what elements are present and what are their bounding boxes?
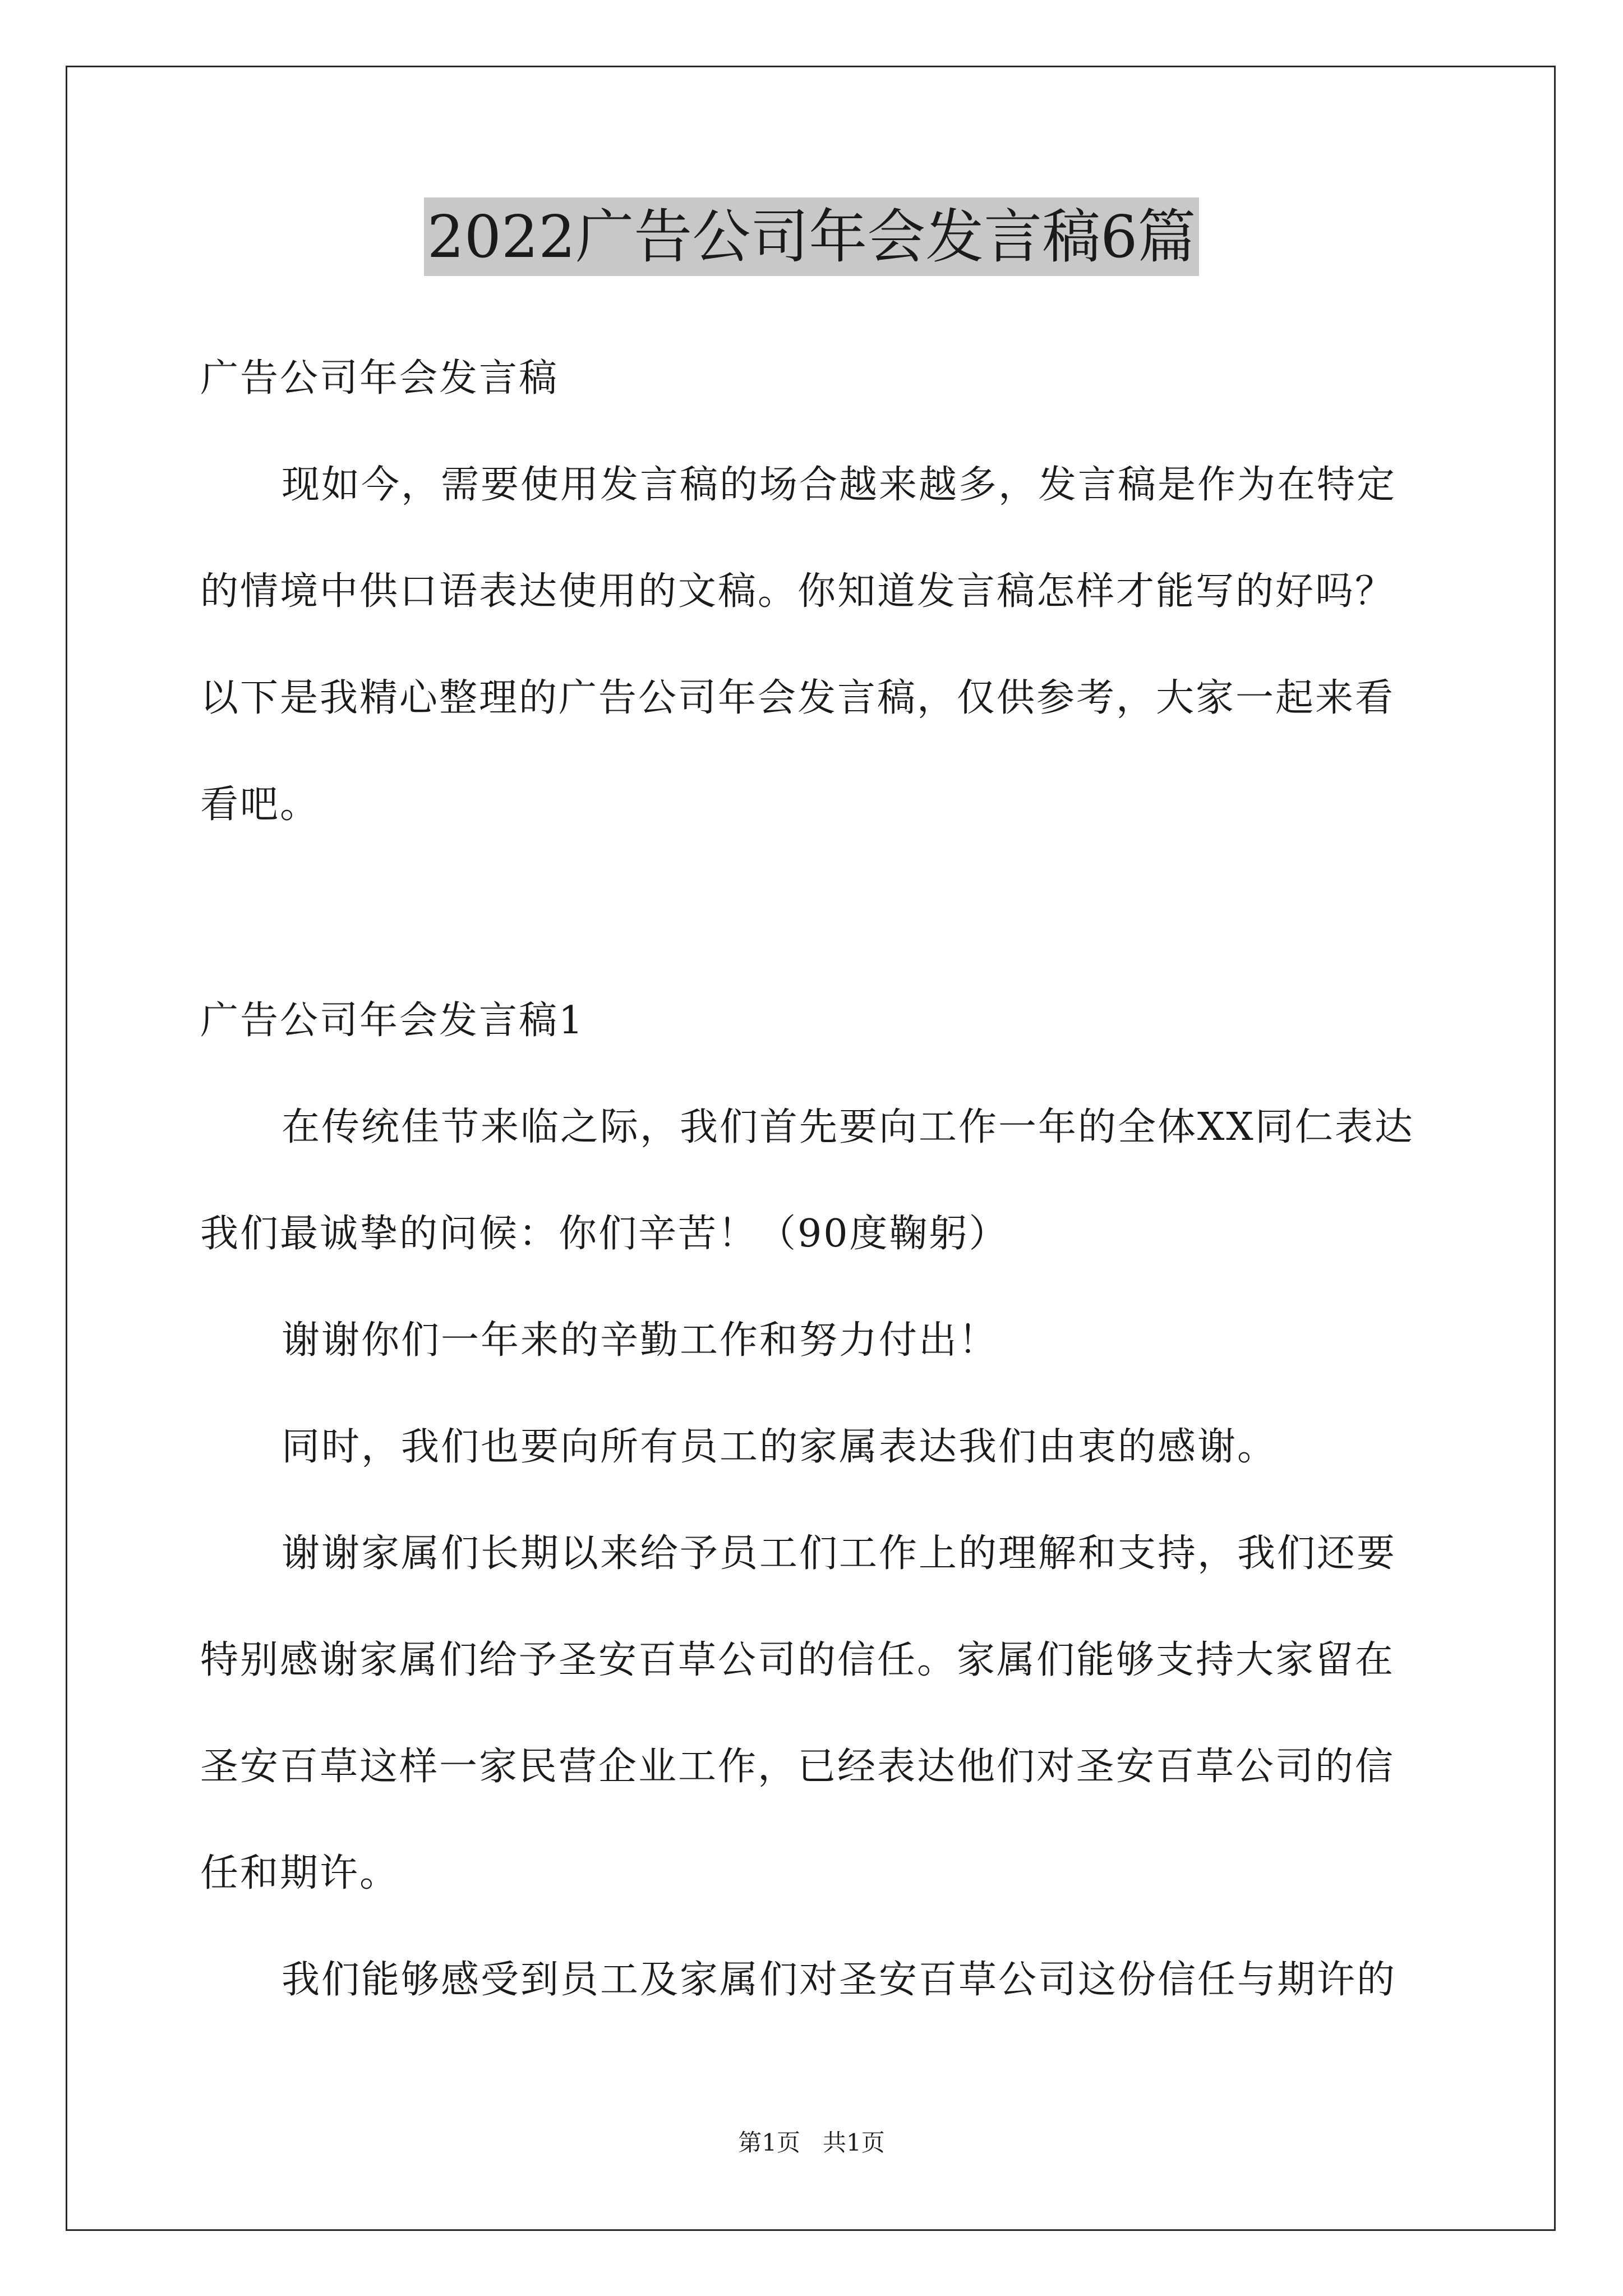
section-heading: 广告公司年会发言稿1: [200, 999, 585, 1043]
subtitle: 广告公司年会发言稿: [200, 356, 559, 401]
intro-line-3: 以下是我精心整理的广告公司年会发言稿，仅供参考，大家一起来看: [200, 676, 1395, 720]
body-line-2: 我们最诚挚的问候：你们辛苦！（90度鞠躬）: [200, 1212, 1009, 1256]
body-line-7: 圣安百草这样一家民营企业工作，已经表达他们对圣安百草公司的信: [200, 1745, 1395, 1789]
body-line-8: 任和期许。: [200, 1851, 400, 1895]
title-container: [0, 197, 1623, 276]
body-line-1: 在传统佳节来临之际，我们首先要向工作一年的全体XX同仁表达: [282, 1105, 1414, 1149]
intro-line-2: 的情境中供口语表达使用的文稿。你知道发言稿怎样才能写的好吗？: [200, 569, 1395, 614]
body-line-4: 同时，我们也要向所有员工的家属表达我们由衷的感谢。: [282, 1425, 1278, 1469]
page-footer: 第1页 共1页: [738, 2129, 885, 2156]
intro-line-4: 看吧。: [200, 783, 320, 827]
document-title: 2022广告公司年会发言稿6篇: [424, 197, 1200, 276]
body-line-6: 特别感谢家属们给予圣安百草公司的信任。家属们能够支持大家留在: [200, 1638, 1395, 1682]
body-line-3: 谢谢你们一年来的辛勤工作和努力付出！: [282, 1318, 999, 1363]
body-line-5: 谢谢家属们长期以来给予员工们工作上的理解和支持，我们还要: [282, 1531, 1397, 1576]
intro-line-1: 现如今，需要使用发言稿的场合越来越多，发言稿是作为在特定: [282, 463, 1397, 507]
body-line-9: 我们能够感受到员工及家属们对圣安百草公司这份信任与期许的: [282, 1958, 1397, 2002]
